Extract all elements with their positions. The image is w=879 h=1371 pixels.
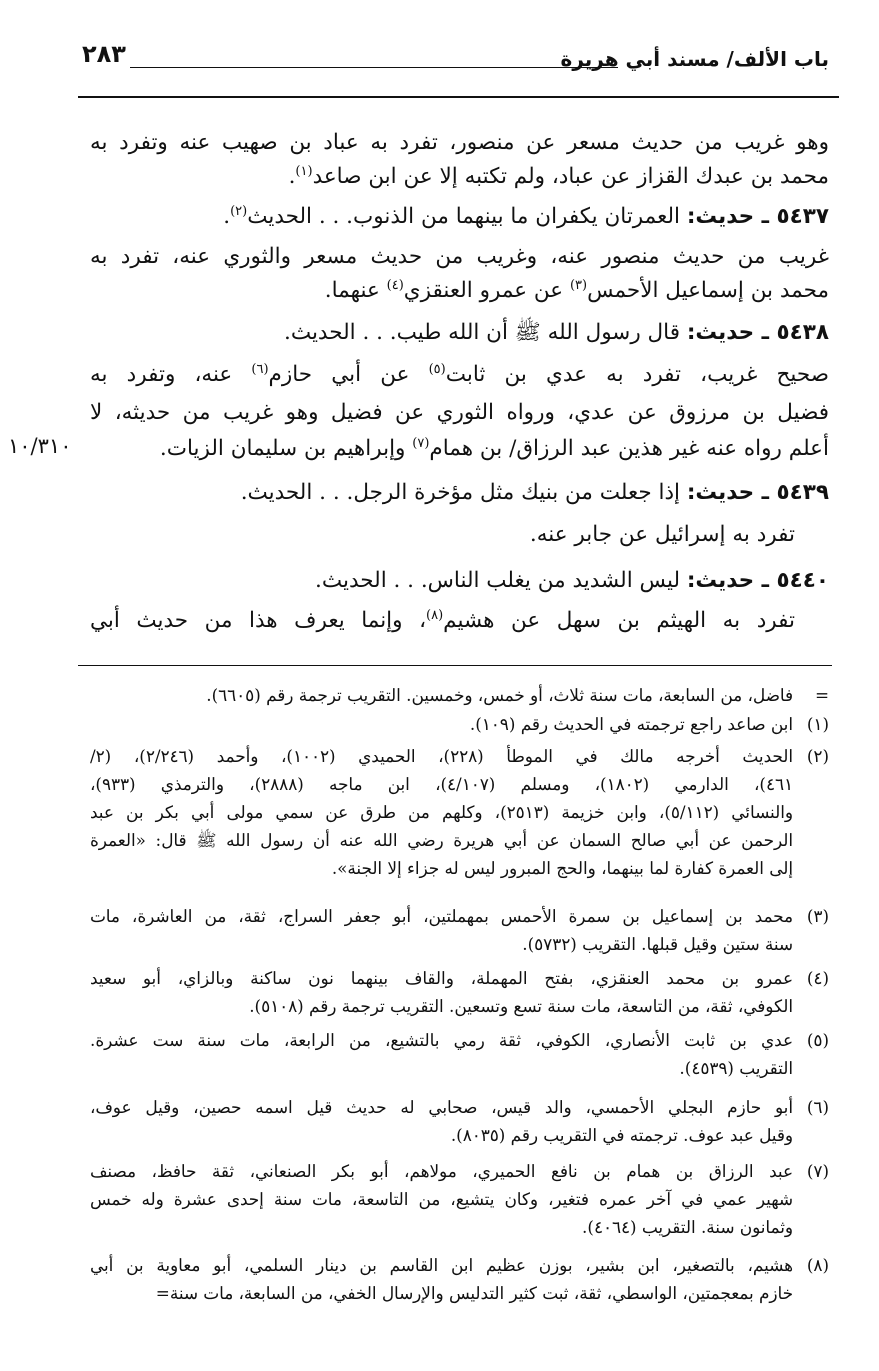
footnote	[90, 1251, 829, 1311]
footnote-line: وثمانون سنة. التقريب (٤٠٦٤).	[582, 1217, 793, 1237]
footnote-body	[90, 742, 793, 882]
hadith-number: ٥٤٤٠ ـ حديث:	[686, 568, 829, 593]
hadith-number: ٥٤٣٨ ـ حديث:	[686, 320, 829, 345]
footnote-ref: (٢)	[230, 203, 248, 219]
footnote-line: عبد الرزاق بن همام بن نافع الحميري، مولاهم، أبو بكر الصنعاني، ثقة حافظ، مصنف	[90, 1161, 793, 1181]
footnote	[90, 1026, 829, 1086]
line-text: .	[223, 204, 231, 229]
line-text: تفرد به الهيثم بن سهل عن هشيم	[443, 608, 795, 633]
text-line	[90, 240, 829, 276]
footnote-body	[90, 1251, 793, 1307]
footnote-separator	[78, 665, 832, 666]
footnote	[90, 742, 829, 886]
footnote	[90, 1157, 829, 1245]
hadith-heading	[90, 316, 829, 352]
line-text: عن عمرو العنقزي	[403, 278, 570, 303]
footnote-body	[90, 710, 793, 738]
footnote	[90, 902, 829, 962]
footnote-ref: (٦)	[251, 361, 269, 377]
margin-folio-note: ١٠/٣١٠	[8, 434, 72, 458]
footnote-line: أبو حازم البجلي الأحمسي، والد قيس، صحابي له حديث قيل اسمه حصين، وقيل عوف،	[90, 1097, 793, 1117]
line-text: .	[288, 164, 296, 189]
footnote-line: الحديث أخرجه مالك في الموطأ (٢٢٨)، الحميدي (١٠٠٢)، وأحمد (٢/٢٤٦)، (٢/	[90, 746, 793, 766]
footnote-number: (١)	[806, 714, 829, 734]
line-text: قال رسول الله ﷺ أن الله طيب. . . الحديث.	[284, 320, 687, 345]
footnote-line: سنة ستين وقيل قبلها. التقريب (٥٧٣٢).	[522, 934, 793, 954]
hadith-number: ٥٤٣٩ ـ حديث:	[686, 480, 829, 505]
header-rule	[78, 96, 839, 98]
footnote-number: (٧)	[806, 1161, 829, 1181]
line-text: وإبراهيم بن سليمان الزيات.	[159, 436, 413, 461]
line-text: عنه، وتفرد به	[90, 362, 252, 387]
footnote-body	[90, 964, 793, 1020]
footnote-line: هشيم، بالتصغير، ابن بشير، بوزن عظيم ابن القاسم بن دينار السلمي، أبو معاوية بن أبي	[90, 1255, 793, 1275]
footnote	[90, 964, 829, 1024]
footnote-line: عدي بن ثابت الأنصاري، الكوفي، ثقة رمي بالتشيع، من الرابعة، مات سنة ست عشرة.	[90, 1030, 793, 1050]
footnote-line: ابن صاعد راجع ترجمته في الحديث رقم (١٠٩).	[469, 714, 793, 734]
text-line	[90, 160, 829, 196]
footnote	[90, 681, 829, 713]
line-text: أعلم رواه عنه غير هذين عبد الرزاق/ بن همام	[429, 436, 829, 461]
footnote-line: محمد بن إسماعيل بن سمرة الأحمس بمهملتين، أبو جعفر السراج، ثقة، من العاشرة، مات	[90, 906, 793, 926]
footnote-line: إلى العمرة كفارة لما بينهما، والحج المبرور ليس له جزاء إلا الجنة».	[331, 858, 793, 878]
footnote-number: (٢)	[806, 746, 829, 766]
hadith-number: ٥٤٣٧ ـ حديث:	[686, 204, 829, 229]
footnote-line: شهير عمي في آخر عمره فتغير، وكان يتشيع، من التاسعة، مات سنة إحدى عشرة وله خمس	[90, 1189, 793, 1209]
page-number: ٢٨٣	[82, 40, 126, 68]
footnote-number: (٨)	[806, 1255, 829, 1275]
footnote-body	[90, 1157, 793, 1241]
footnote-line: ٤٦١)، الدارمي (١٨٠٢)، ومسلم (٤/١٠٧)، ابن ماجه (٢٨٨٨)، والترمذي (٩٣٣)،	[90, 774, 793, 794]
text-line	[90, 274, 829, 310]
text-line	[90, 126, 829, 162]
line-text: فضيل بن مرزوق عن عدي، ورواه الثوري عن فضيل وهو غريب من حديثه، لا	[90, 400, 829, 425]
footnote	[90, 1093, 829, 1153]
text-line	[90, 432, 829, 468]
line-text: ، وإنما يعرف هذا من حديث أبي	[90, 608, 427, 633]
line-text: محمد بن إسماعيل الأحمس	[587, 278, 829, 303]
footnote-ref: (٥)	[428, 361, 446, 377]
footnote-line: الكوفي، ثقة، من التاسعة، مات سنة تسع وتسعين. التقريب ترجمة رقم (٥١٠٨).	[249, 996, 793, 1016]
text-line	[90, 518, 795, 554]
line-text: محمد بن عبدك القزاز عن عباد، ولم تكتبه إلا عن ابن صاعد	[312, 164, 829, 189]
footnote-ref: (٤)	[386, 277, 404, 293]
footnote-number: (٤)	[806, 968, 829, 988]
running-header-title: باب الألف/ مسند أبي هريرة	[560, 47, 829, 71]
footnote-body	[90, 902, 793, 958]
footnote-number: (٣)	[806, 906, 829, 926]
footnote-line: الرحمن عن أبي صالح السمان عن أبي هريرة رضي الله عنه أن رسول الله ﷺ قال: «العمرة	[90, 830, 793, 850]
line-text: عن أبي حازم	[268, 362, 429, 387]
footnote-number: (٥)	[806, 1030, 829, 1050]
line-text: ليس الشديد من يغلب الناس. . . الحديث.	[315, 568, 687, 593]
footnote-line: وقيل عبد عوف. ترجمته في التقريب رقم (٨٠٣٥).	[450, 1125, 793, 1145]
line-text: تفرد به إسرائيل عن جابر عنه.	[529, 522, 795, 547]
text-line	[90, 604, 795, 640]
footnote-number: =	[814, 685, 829, 705]
footnote-line: فاضل، من السابعة، مات سنة ثلاث، أو خمس، وخمسين. التقريب ترجمة رقم (٦٦٠٥).	[206, 685, 793, 705]
hadith-heading	[90, 200, 829, 236]
footnote-body	[90, 1093, 793, 1149]
footnote-ref: (١)	[295, 163, 313, 179]
footnote-ref: (٧)	[412, 435, 430, 451]
footnote-body	[90, 1026, 793, 1082]
text-line	[90, 358, 829, 394]
header-leader-line	[130, 67, 618, 68]
footnote-body	[90, 681, 793, 709]
footnote	[90, 710, 829, 742]
footnote-ref: (٣)	[569, 277, 588, 293]
hadith-heading	[90, 476, 829, 512]
text-line	[90, 396, 829, 432]
footnote-line: التقريب (٤٥٣٩).	[679, 1058, 793, 1078]
line-text: إذا جعلت من بنيك مثل مؤخرة الرجل. . . الحديث.	[240, 480, 687, 505]
footnote-line: والنسائي (٥/١١٢)، وابن خزيمة (٢٥١٣)، وكلهم من طرق عن سمي مولى أبي بكر بن عبد	[90, 802, 793, 822]
footnote-line: خازم بمعجمتين، الواسطي، ثقة، ثبت كثير التدليس والإرسال الخفي، من السابعة، مات سنة=	[155, 1283, 793, 1303]
line-text: غريب من حديث منصور عنه، وغريب من حديث مسعر والثوري عنه، تفرد به	[90, 244, 829, 269]
line-text: صحيح غريب، تفرد به عدي بن ثابت	[445, 362, 829, 387]
line-text: العمرتان يكفران ما بينهما من الذنوب. . . الحديث	[247, 204, 687, 229]
footnote-line: عمرو بن محمد العنقزي، بفتح المهملة، والقاف بينهما نون ساكنة وبالزاي، أبو سعيد	[90, 968, 793, 988]
line-text: وهو غريب من حديث مسعر عن منصور، تفرد به عباد بن صهيب عنه وتفرد به	[90, 130, 829, 155]
footnote-ref: (٨)	[426, 607, 444, 623]
hadith-heading	[90, 564, 829, 600]
line-text: عنهما.	[324, 278, 387, 303]
footnote-number: (٦)	[806, 1097, 829, 1117]
